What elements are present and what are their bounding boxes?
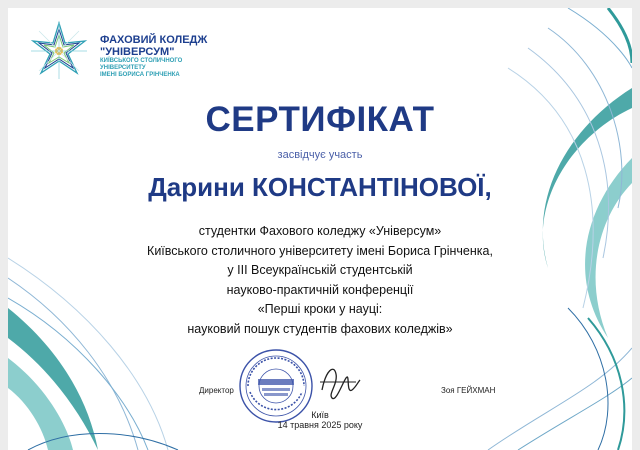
signatory-name: Зоя ГЕЙХМАН bbox=[441, 386, 496, 395]
college-emblem-icon bbox=[28, 20, 90, 82]
body-line: науково-практичній конференції bbox=[226, 282, 414, 297]
college-logo bbox=[28, 20, 228, 82]
logo-line-3: КИЇВСЬКОГО СТОЛИЧНОГО УНІВЕРСИТЕТУ bbox=[100, 58, 183, 71]
body-line: у ІІІ Всеукраїнській студентській bbox=[227, 263, 413, 277]
certificate-title: СЕРТИФІКАТ bbox=[205, 100, 435, 139]
certificate-body bbox=[8, 222, 632, 339]
certificate-subtitle: засвідчує участь bbox=[277, 149, 363, 161]
body-line: «Перші кроки у науці: bbox=[257, 302, 383, 316]
certificate-page bbox=[8, 8, 632, 450]
logo-line-1: ФАХОВИЙ КОЛЕДЖ bbox=[100, 34, 208, 46]
director-signature bbox=[316, 360, 364, 404]
college-logo-text bbox=[100, 34, 228, 79]
body-line: студентки Фахового коледжу «Універсум» bbox=[198, 224, 442, 238]
body-line: науковий пошук студентів фахових коледжів» bbox=[187, 321, 453, 336]
recipient-name: Дарини КОНСТАНТІНОВОЇ, bbox=[148, 172, 492, 202]
logo-line-2: "УНІВЕРСУМ" bbox=[100, 46, 175, 58]
issue-date: 14 травня 2025 року bbox=[277, 420, 363, 430]
issue-city: Київ bbox=[311, 410, 329, 420]
body-line: Київського столичного університету імені Бориса Грінченка, bbox=[147, 243, 493, 258]
signatory-role: Директор bbox=[199, 386, 234, 395]
logo-line-4: ІМЕНІ БОРИСА ГРІНЧЕНКА bbox=[100, 72, 180, 78]
